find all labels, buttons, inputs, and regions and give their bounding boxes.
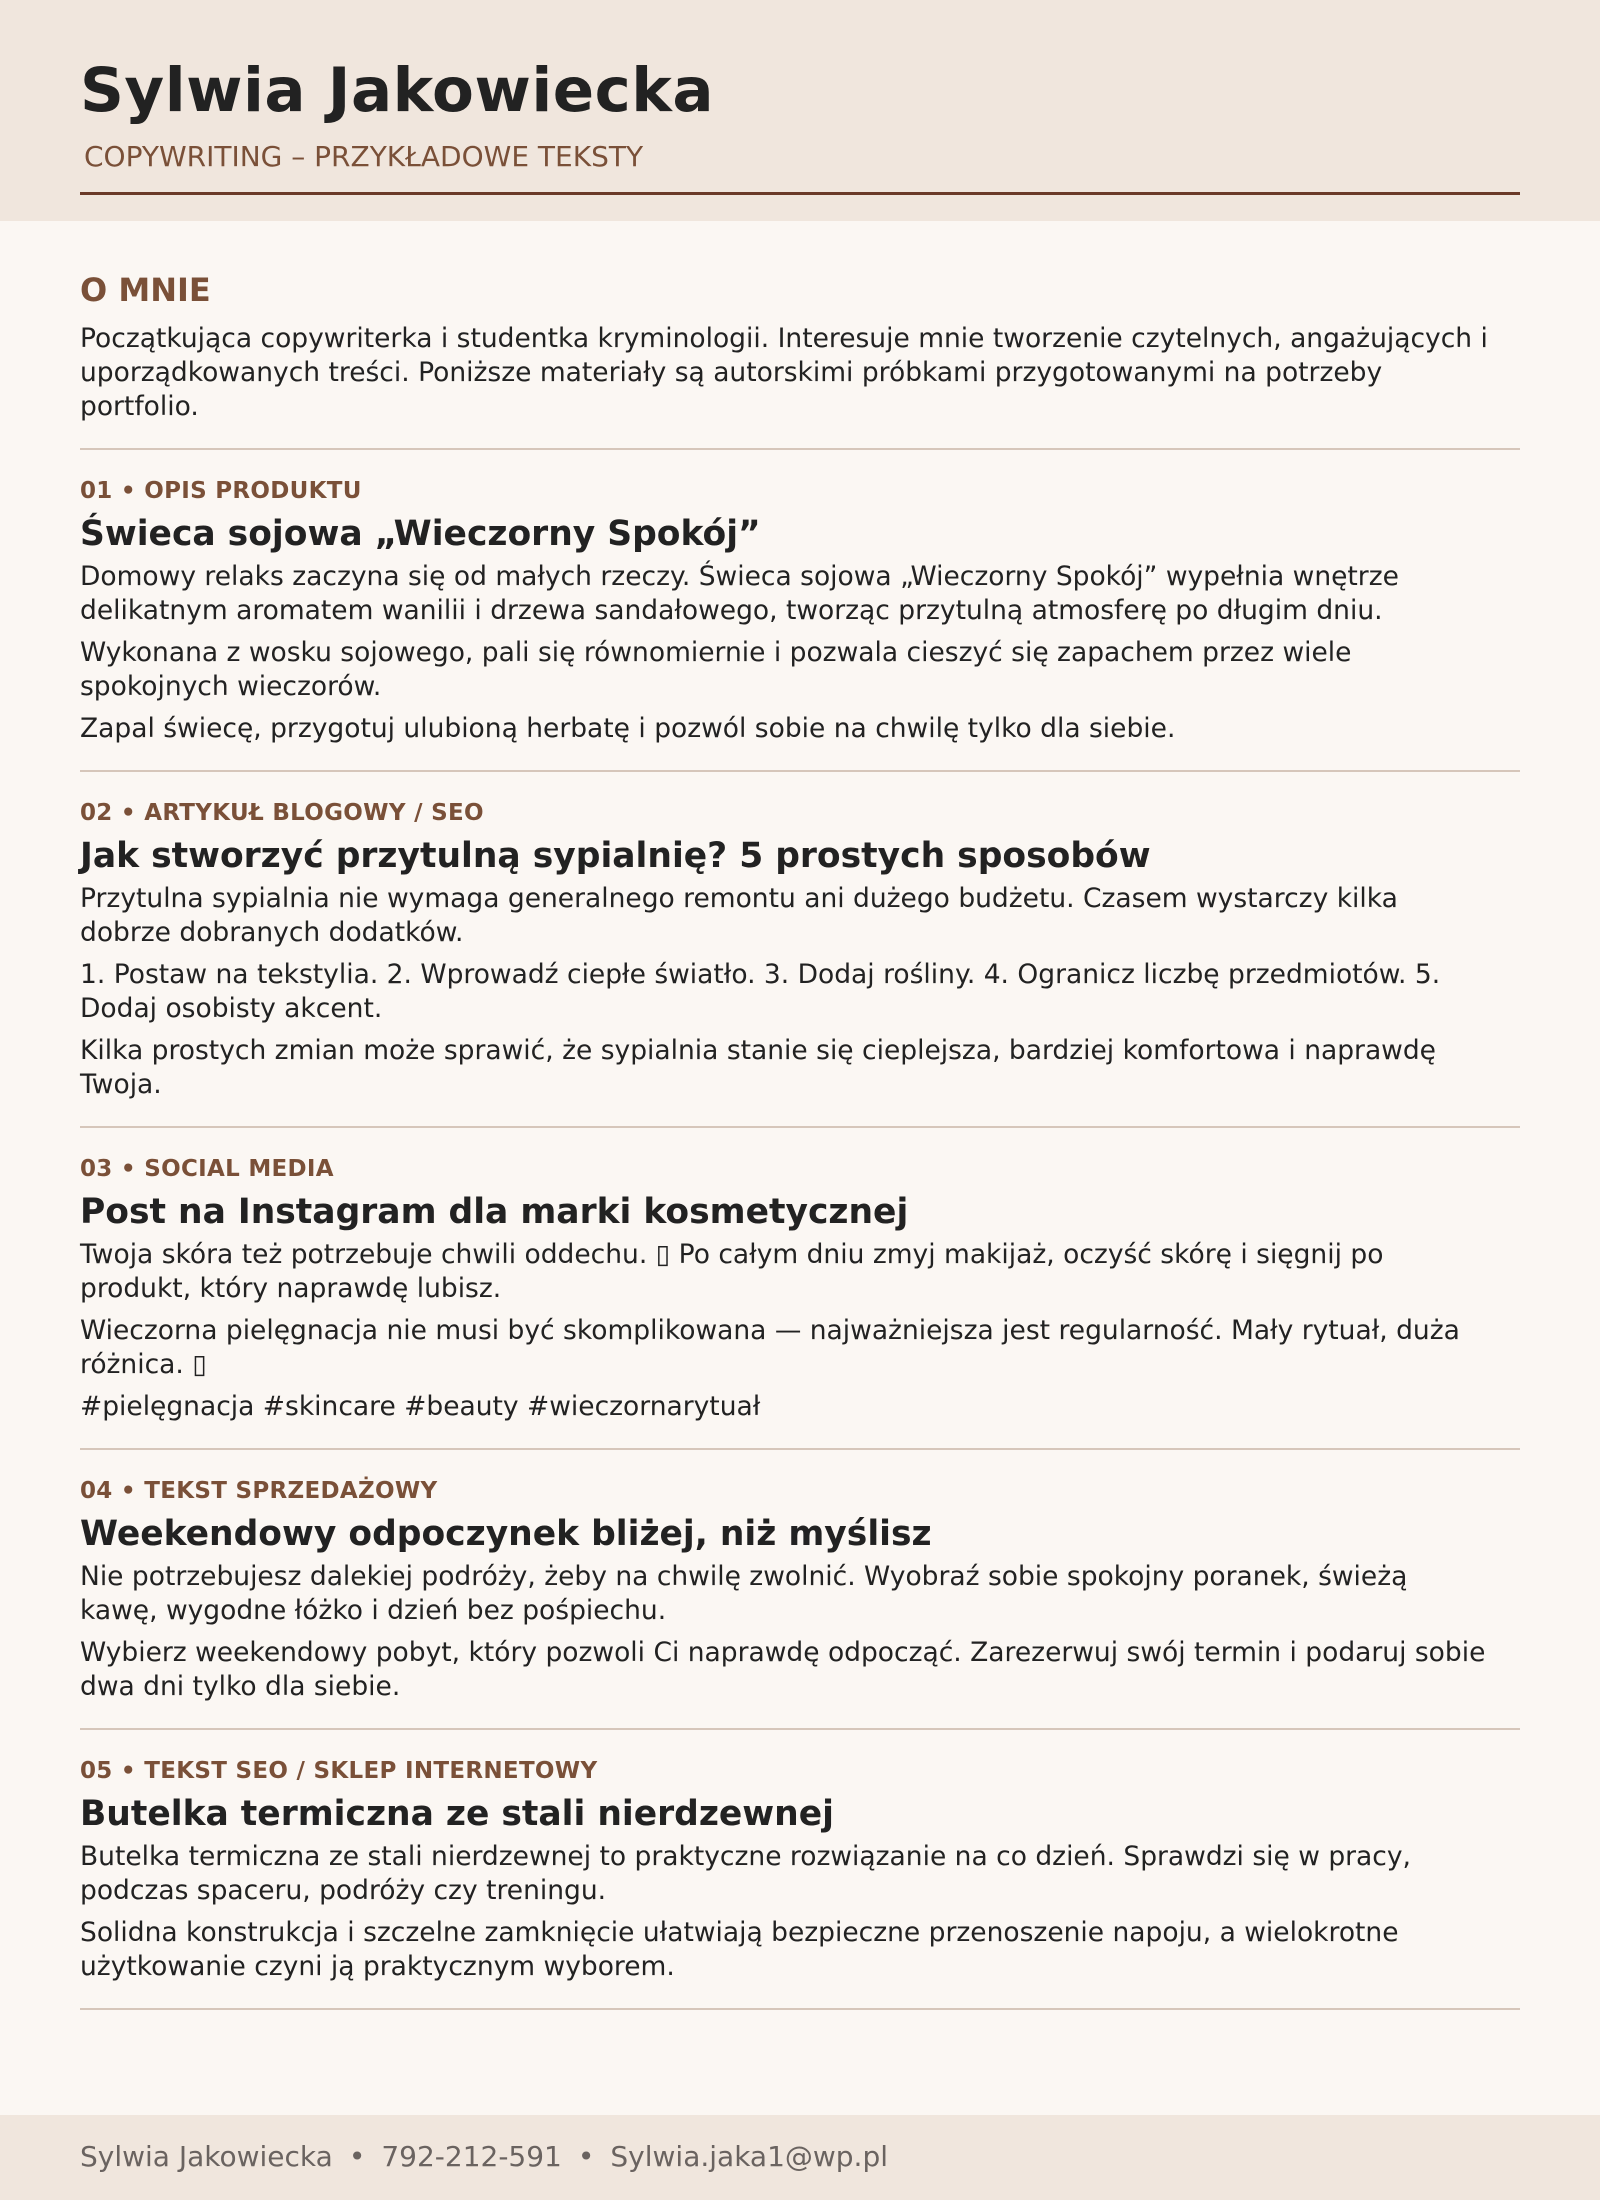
sample-section-4 xyxy=(80,1448,1520,1728)
footer-separator: • xyxy=(577,2140,595,2173)
section-paragraph: Wieczorna pielęgnacja nie musi być skomplikowana — najważniejsza jest regularność. Mały rytuał, duża różnica. ▯ xyxy=(80,1315,1460,1380)
section-label: 04 • TEKST SPRZEDAŻOWY xyxy=(80,1478,438,1504)
author-name: Sylwia Jakowiecka xyxy=(80,55,714,126)
sample-section-3 xyxy=(80,1126,1520,1448)
section-label: 01 • OPIS PRODUKTU xyxy=(80,478,362,504)
document-body xyxy=(80,262,1520,2010)
section-title: Butelka termiczna ze stali nierdzewnej xyxy=(80,1794,834,1834)
sample-section-1 xyxy=(80,448,1520,770)
section-paragraph: Solidna konstrukcja i szczelne zamknięcie ułatwiają bezpieczne przenoszenie napoju, a wielokrotne użytkowanie czyni ją praktycznym wyborem. xyxy=(80,1917,1399,1982)
header-divider xyxy=(80,192,1520,195)
section-divider xyxy=(80,2008,1520,2010)
sample-section-5 xyxy=(80,1728,1520,2008)
section-paragraph: Wykonana z wosku sojowego, pali się równomiernie i pozwala cieszyć się zapachem przez wiele spokojnych wieczorów. xyxy=(80,637,1352,702)
hashtags: #pielęgnacja #skincare #beauty #wieczornarytuał xyxy=(80,1391,761,1422)
section-paragraph: Wybierz weekendowy pobyt, który pozwoli Ci naprawdę odpocząć. Zarezerwuj swój termin i podaruj sobie dwa dni tylko dla siebie. xyxy=(80,1637,1486,1702)
section-paragraph: Kilka prostych zmian może sprawić, że sypialnia stanie się cieplejsza, bardziej komfortowa i naprawdę Twoja. xyxy=(80,1035,1436,1100)
footer-name: Sylwia Jakowiecka xyxy=(80,2140,333,2173)
document-subtitle: COPYWRITING – PRZYKŁADOWE TEKSTY xyxy=(84,140,644,173)
section-label: 02 • ARTYKUŁ BLOGOWY / SEO xyxy=(80,800,484,826)
section-label: 03 • SOCIAL MEDIA xyxy=(80,1156,334,1182)
about-title: O MNIE xyxy=(80,271,211,309)
section-label: 05 • TEKST SEO / SKLEP INTERNETOWY xyxy=(80,1758,598,1784)
about-text: Początkująca copywriterka i studentka kryminologii. Interesuje mnie tworzenie czytelnych, angażujących i uporządkowanych treści. Poniższe materiały są autorskimi próbkami przygotowanymi na potrzeby portfolio. xyxy=(80,323,1488,422)
section-title: Post na Instagram dla marki kosmetycznej xyxy=(80,1192,909,1232)
section-paragraph: Twoja skóra też potrzebuje chwili oddechu. ▯ Po całym dniu zmyj makijaż, oczyść skórę i sięgnij po produkt, który naprawdę lubisz. xyxy=(80,1239,1384,1304)
section-paragraph: Przytulna sypialnia nie wymaga generalnego remontu ani dużego budżetu. Czasem wystarczy kilka dobrze dobranych dodatków. xyxy=(80,883,1398,948)
contact-line xyxy=(80,2139,888,2175)
section-title: Jak stworzyć przytulną sypialnię? 5 prostych sposobów xyxy=(80,836,1151,876)
section-paragraph: Butelka termiczna ze stali nierdzewnej to praktyczne rozwiązanie na co dzień. Sprawdzi się w pracy, podczas spaceru, podróży czy treningu. xyxy=(80,1841,1411,1906)
footer-phone: 792-212-591 xyxy=(381,2140,562,2173)
section-title: Świeca sojowa „Wieczorny Spokój” xyxy=(80,514,761,554)
page-footer xyxy=(0,2115,1600,2200)
section-paragraph: Nie potrzebujesz dalekiej podróży, żeby na chwilę zwolnić. Wyobraź sobie spokojny poranek, świeżą kawę, wygodne łóżko i dzień bez pośpiechu. xyxy=(80,1561,1408,1626)
section-paragraph: Domowy relaks zaczyna się od małych rzeczy. Świeca sojowa „Wieczorny Spokój” wypełnia wnętrze delikatnym aromatem wanilii i drzewa sandałowego, tworząc przytulną atmosferę po długim dniu. xyxy=(80,561,1399,626)
page-header xyxy=(0,0,1600,221)
section-paragraph: 1. Postaw na tekstylia. 2. Wprowadź ciepłe światło. 3. Dodaj rośliny. 4. Ogranicz liczbę przedmiotów. 5. Dodaj osobisty akcent. xyxy=(80,959,1441,1024)
sample-section-2 xyxy=(80,770,1520,1126)
section-title: Weekendowy odpoczynek bliżej, niż myślisz xyxy=(80,1514,932,1554)
about-section xyxy=(80,270,1520,448)
footer-email: Sylwia.jaka1@wp.pl xyxy=(610,2140,889,2173)
footer-separator: • xyxy=(348,2140,366,2173)
section-paragraph: Zapal świecę, przygotuj ulubioną herbatę i pozwól sobie na chwilę tylko dla siebie. xyxy=(80,713,1176,744)
